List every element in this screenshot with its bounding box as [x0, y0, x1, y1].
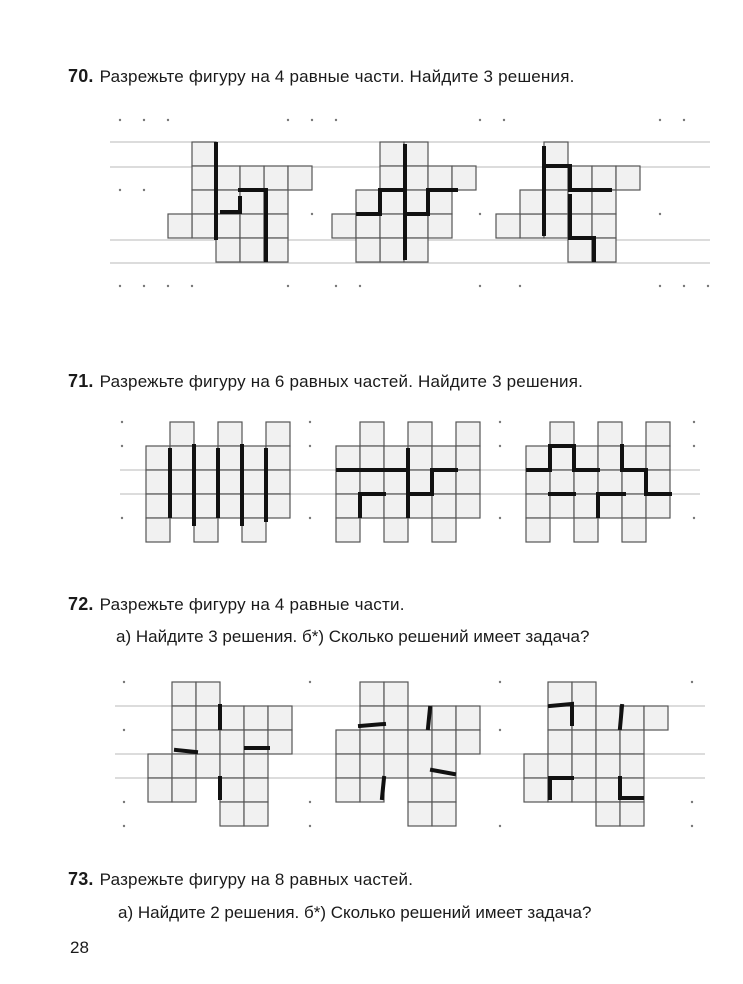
- figure-72-1: [148, 682, 292, 826]
- task-72-heading: [68, 594, 405, 615]
- task-number: 70.: [68, 66, 94, 86]
- task-72-subquestions: а) Найдите 3 решения. б*) Сколько решений имеет задача?: [116, 627, 590, 646]
- task-number: 72.: [68, 594, 94, 614]
- figure-70-1: [168, 142, 312, 262]
- figure-70-3: [496, 142, 640, 262]
- task-71-heading: [68, 371, 583, 392]
- page-number: 28: [70, 938, 89, 957]
- task-71-figures: [110, 410, 710, 560]
- figure-71-3: [526, 422, 670, 542]
- task-70-figures: [100, 110, 720, 300]
- task-text: Разрежьте фигуру на 8 равных частей.: [99, 870, 414, 889]
- task-text: Разрежьте фигуру на 6 равных частей. Найдите 3 решения.: [99, 372, 584, 391]
- task-70-heading: [68, 66, 575, 87]
- task-number: 73.: [68, 869, 94, 889]
- figure-72-2: [336, 682, 480, 826]
- figure-71-2: [336, 422, 480, 542]
- task-73-subquestions: а) Найдите 2 решения. б*) Сколько решений имеет задача?: [118, 903, 592, 922]
- task-72-figures: [110, 670, 710, 840]
- task-number: 71.: [68, 371, 94, 391]
- task-text: Разрежьте фигуру на 4 равные части.: [99, 595, 405, 614]
- task-text: Разрежьте фигуру на 4 равные части. Найдите 3 решения.: [99, 67, 575, 86]
- figure-71-1: [146, 422, 290, 542]
- task-73-heading: [68, 869, 413, 890]
- figure-70-2: [332, 142, 476, 262]
